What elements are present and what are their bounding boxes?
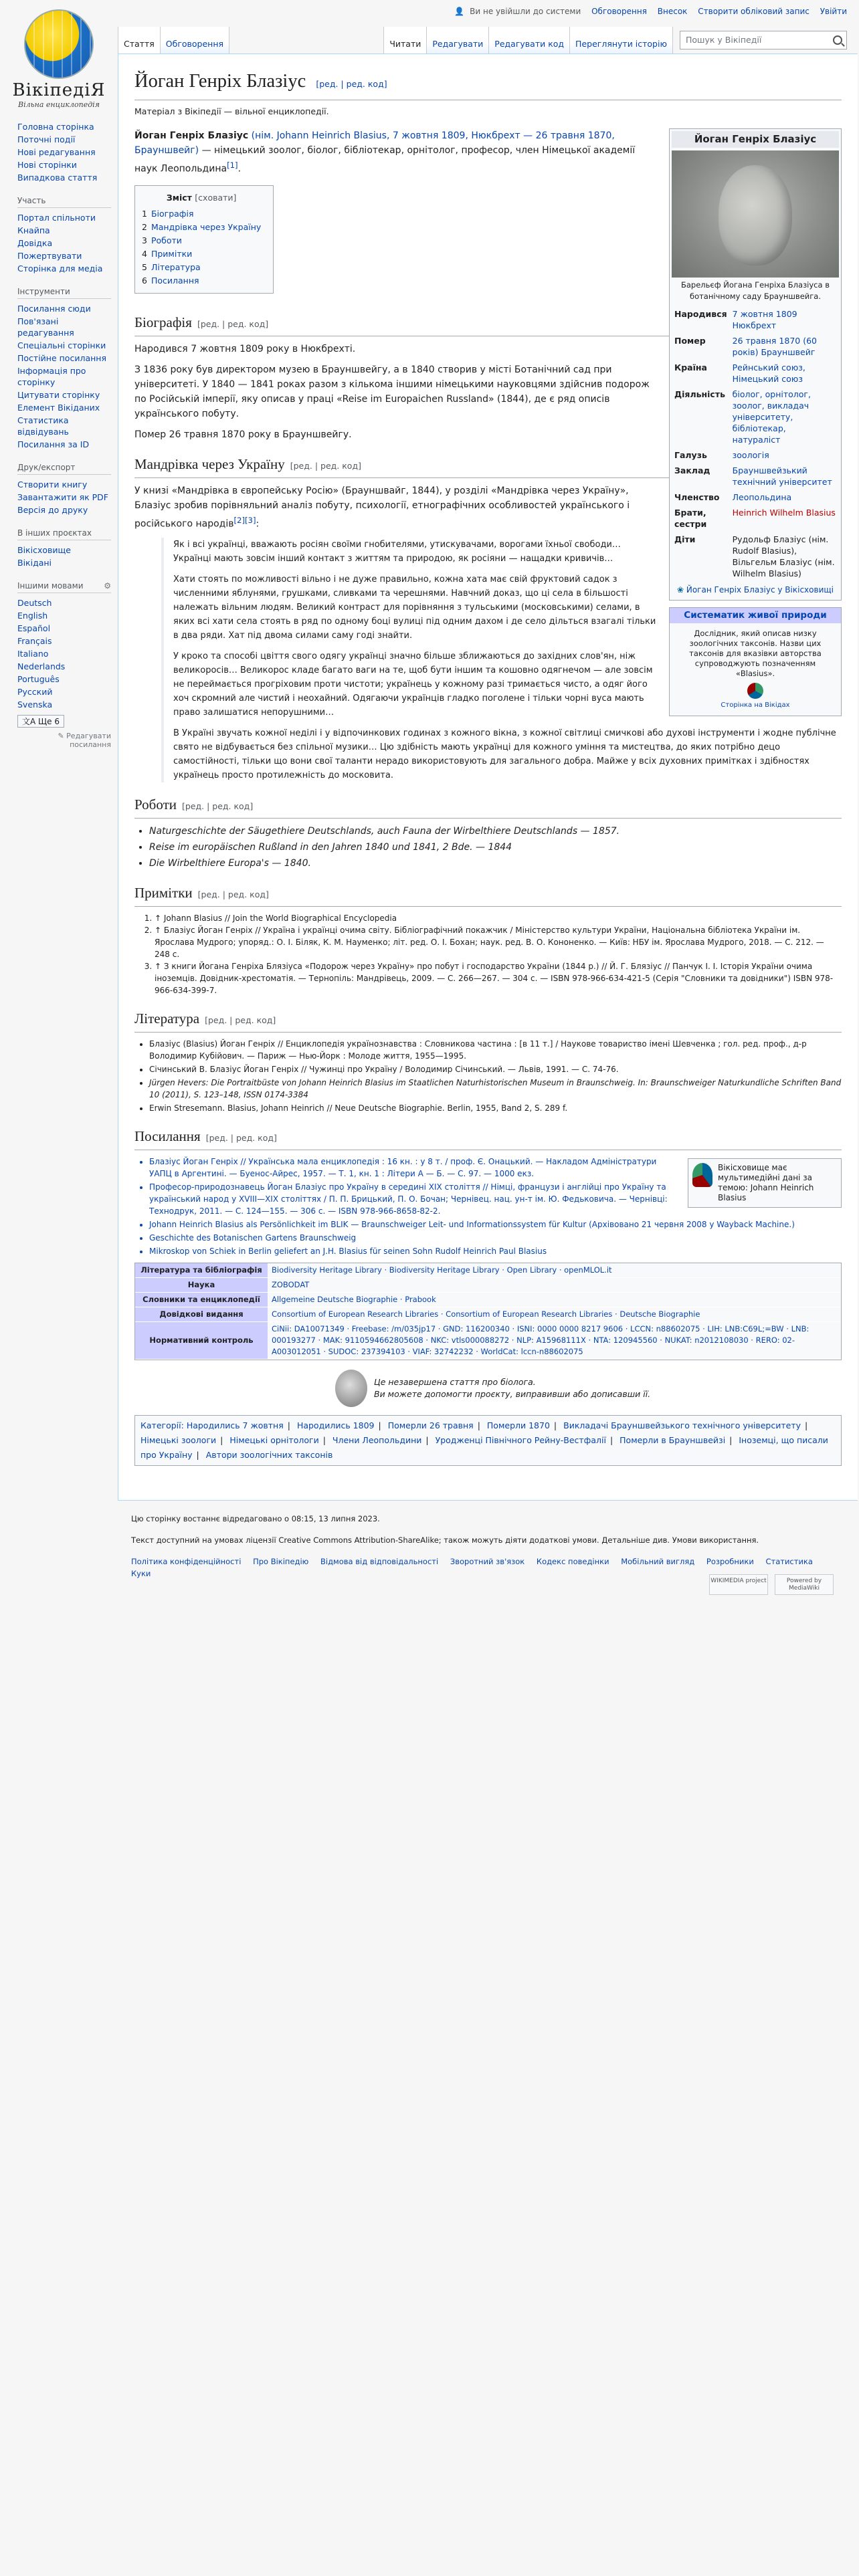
toc-item[interactable]: 6 Посилання bbox=[142, 275, 199, 286]
list-item: • Reise im europäischen Rußland in den Jahren 1840 und 1841, 2 Bde. — 1844 bbox=[149, 840, 842, 855]
sidebar-item-wikidata-project[interactable]: Вікідані bbox=[17, 558, 52, 568]
sidebar-item-pageviews[interactable]: Статистика відвідувань bbox=[17, 415, 69, 437]
bio-paragraph-1: Народився 7 жовтня 1809 року в Нюкбрехті. bbox=[134, 343, 356, 354]
authority-control bbox=[134, 1263, 842, 1360]
commons-box-text: Вікісховище має мультимедійні дані за темою: Johann Heinrich Blasius bbox=[718, 1163, 814, 1203]
external-link[interactable]: • Блазіус Йоган Генріх // Українська мала енциклопедія : 16 кн. : у 8 т. / проф. Є. Онацький. — Накладом Адміністратури УАПЦ в Аргентині. — Буенос-Айрес, 1957. — Т. 1, кн. 1 : Літери А — Б. — С. 97. — 1000 екз. bbox=[149, 1156, 842, 1180]
main-content bbox=[118, 53, 858, 1501]
authority-value[interactable]: Allgemeine Deutsche Biographie · Prabook bbox=[268, 1293, 841, 1307]
infobox-key: Країна bbox=[674, 362, 707, 372]
lead-native-name[interactable]: (нім. Johann Heinrich Blasius, 7 жовтня 1809, Нюкбрехт — 26 травня 1870, Брауншвейг) bbox=[134, 130, 615, 156]
footer-badges bbox=[709, 1574, 834, 1595]
sidebar-heading-participation: Участь bbox=[17, 196, 111, 208]
translate-icon: 文A bbox=[22, 717, 36, 726]
more-languages-label: Ще 6 bbox=[38, 717, 60, 726]
sidebar-item-printable[interactable]: Версія до друку bbox=[17, 505, 88, 515]
reference-item: 2. ↑ Блазіус Йоган Генріх // Україна і українці очима світу. Бібліографічний покажчик / Міністерство культури України, Національна бібліотека України ім. Ярослава Мудрого; упоряд.: О. І. Біляк, К. М. Науменко; літ. ред. О. І. Бохан; наук. ред. В. О. Кононенко. — Київ: НБУ ім. Ярослава Мудрого, 2018. — С. 212. — 248 с. bbox=[155, 924, 842, 960]
wikidata-page-link[interactable]: Сторінка на Вікідах bbox=[721, 702, 790, 709]
toc-item[interactable]: 1 Біографія bbox=[142, 208, 194, 219]
list-item: • Jürgen Hevers: Die Portraitbüste von Johann Heinrich Blasius im Staatlichen Naturhistorischen Museum in Braunschweig. In: Braunschweiger Naturkundliche Schriften Band 10 (2011), S. 123–148, ISSN 0174-3384 bbox=[149, 1077, 842, 1101]
sidebar-projects bbox=[17, 528, 111, 569]
bas-relief-portrait bbox=[719, 165, 792, 265]
reference-item: 1. ↑ Johann Blasius // Join the World Biographical Encyclopedia bbox=[155, 912, 842, 924]
footer-link[interactable]: Статистика bbox=[765, 1557, 813, 1566]
languages-heading-text: Іншими мовами bbox=[17, 581, 84, 591]
external-link[interactable]: • Geschichte des Botanischen Gartens Braunschweig bbox=[149, 1232, 842, 1244]
toc-item[interactable]: 2 Мандрівка через Україну bbox=[142, 221, 262, 232]
taxonomist-box-text: Дослідник, який описав низку зоологічних таксонів. Назви цих таксонів для вказівки авторства супроводжують позначенням «Blasius». bbox=[689, 629, 822, 678]
section-edit-link[interactable]: [ред. | ред. код] bbox=[290, 460, 361, 471]
commons-box[interactable] bbox=[688, 1158, 842, 1208]
bio-paragraph-2: З 1836 року був директором музею в Брауншвейгу, а в 1840 створив у місті Ботанічний сад при університеті. У 1840 — 1841 роках разом з кількома іншими німецькими науковцями здійснив подорож по Російській імперії, яку описав у праці «Reise im Europaichen Russland» (1844), де є ряд описів українського побуту. bbox=[134, 364, 650, 419]
view-tabs bbox=[383, 27, 847, 53]
logo-wordmark: ВікіпедіЯ bbox=[12, 80, 106, 100]
infobox-value[interactable]: Брауншвейзький технічний університет bbox=[732, 465, 832, 487]
infobox-key: Галузь bbox=[674, 450, 707, 460]
sidebar-item-permalink[interactable]: Постійне посилання bbox=[17, 353, 106, 363]
category-link[interactable]: Члени Леопольдини bbox=[332, 1435, 422, 1446]
bio-paragraph-3: Помер 26 травня 1870 року в Брауншвейгу. bbox=[134, 429, 352, 440]
external-link[interactable]: • Mikroskop von Schiek in Berlin geliefert an J.H. Blasius für seinen Sohn Rudolf Heinrich Paul Blasius bbox=[149, 1245, 842, 1257]
infobox-value[interactable]: 26 травня 1870 (60 років) Брауншвейг bbox=[732, 336, 817, 357]
sidebar-languages bbox=[17, 581, 111, 749]
section-edit-link[interactable]: [ред. | ред. код] bbox=[181, 801, 254, 812]
list-item: • Блазіус (Blasius) Йоган Генріх // Енциклопедія українознавства : Словникова частина : [в 11 т.] / Наукове товариство імені Шевченка ; гол. ред. проф., д-р Володимир Кубійович. — Париж — Нью-Йорк : Молоде життя, 1955—1995. bbox=[149, 1038, 842, 1062]
category-link[interactable]: Автори зоологічних таксонів bbox=[205, 1450, 333, 1461]
footer-link[interactable]: Зворотний зв'язок bbox=[450, 1557, 525, 1566]
quote-paragraph: У кроко та способі цвіття свого одягу українці значно більше зближаються до західних слов'ян, ніж великоросів… Великорос кладе багато ваги на те, щоб бути іншим та кошовно одягнечом — але зовсім не переймається прогріховим проти чистоти; українець у кожному разі тримається чисто, а одяг його хоч скромний але чистий і неохайний. Одягаючи українців гладко поголене і тільки чорні вуса мають право залишатися непорушними… bbox=[173, 651, 653, 718]
toc-item-label: Література bbox=[151, 261, 201, 272]
category-link[interactable]: Німецькі зоологи bbox=[140, 1435, 217, 1446]
create-account-link[interactable]: Створити обліковий запис bbox=[698, 7, 809, 16]
category-link[interactable]: Померли 26 травня bbox=[387, 1420, 474, 1431]
mediawiki-badge[interactable]: Powered by MediaWiki bbox=[775, 1574, 834, 1595]
sidebar-item-related-changes[interactable]: Пов'язані редагування bbox=[17, 316, 74, 338]
sidebar-item-download-pdf[interactable]: Завантажити як PDF bbox=[17, 492, 108, 502]
infobox-key: Діти bbox=[674, 534, 696, 544]
infobox-table bbox=[672, 306, 839, 581]
lead-description: — німецький зоолог, біолог, бібліотекар, орнітолог, професор, член Німецької академії наук Леопольдина bbox=[134, 145, 636, 175]
sidebar-print bbox=[17, 463, 111, 516]
lead-name: Йоган Генріх Блазіус bbox=[134, 130, 249, 141]
edit-links-label: Редагувати посилання bbox=[66, 732, 111, 749]
site-logo[interactable] bbox=[0, 0, 118, 107]
page-footer bbox=[118, 1513, 847, 1592]
lang-item[interactable]: Español bbox=[17, 623, 51, 633]
lang-item[interactable]: Svenska bbox=[17, 700, 53, 710]
footer-link[interactable]: Політика конфіденційності bbox=[131, 1557, 242, 1566]
footer-link[interactable]: Мобільний вигляд bbox=[621, 1557, 695, 1566]
heading-text: Посилання bbox=[134, 1128, 201, 1145]
sidebar-heading-languages bbox=[17, 581, 111, 593]
sidebar-tools bbox=[17, 287, 111, 451]
infobox bbox=[669, 128, 842, 601]
works-list bbox=[134, 824, 842, 871]
lang-item[interactable]: Italiano bbox=[17, 649, 49, 659]
footer-link[interactable]: Кодекс поведінки bbox=[536, 1557, 609, 1566]
infobox-title: Йоган Генріх Блазіус bbox=[672, 131, 839, 148]
category-link[interactable]: Народились 1809 bbox=[296, 1420, 375, 1431]
category-link[interactable]: Померли 1870 bbox=[486, 1420, 550, 1431]
taxonomist-box bbox=[669, 607, 842, 716]
stub-biologist-icon bbox=[335, 1370, 367, 1407]
lang-item[interactable]: English bbox=[17, 611, 48, 621]
literature-list bbox=[134, 1038, 842, 1114]
footer-link[interactable]: Розробники bbox=[706, 1557, 754, 1566]
section-heading-literature bbox=[134, 1008, 842, 1033]
site-subtitle: Матеріал з Вікіпедії — вільної енциклопедії. bbox=[134, 106, 329, 116]
toc-item[interactable]: 3 Роботи bbox=[142, 235, 182, 245]
authority-value[interactable]: ZOBODAT bbox=[268, 1278, 841, 1292]
sidebar-item-recent-changes[interactable]: Нові редагування bbox=[17, 147, 96, 157]
sidebar-item-create-book[interactable]: Створити книгу bbox=[17, 479, 88, 490]
authority-header: Література та бібліографія bbox=[135, 1263, 268, 1277]
sidebar-item-cite[interactable]: Цитувати сторінку bbox=[17, 390, 100, 400]
login-link[interactable]: Увійти bbox=[820, 7, 847, 16]
sidebar-heading-tools: Інструменти bbox=[17, 287, 111, 299]
section-heading-notes bbox=[134, 883, 842, 907]
sidebar-item-pub[interactable]: Кнайпа bbox=[17, 225, 50, 235]
sidebar-item-main-page[interactable]: Головна сторінка bbox=[17, 122, 94, 132]
authority-value[interactable]: CiNii: DA10071349 · Freebase: /m/035jp17 · GND: 116200340 · ISNI: 0000 0000 8217 9606 · LCCN: n88602075 · LIH: LNB:C69L;=BW · LNB: 000193277 · MAK: 9110594662805608 · NKC: vtls000088272 · NLP: A15968111X · NTA: 120945560 · NUKAT: n2012108030 · RERO: 02-A003012051 · SUDOC: 237394103 · VIAF: 32742232 · WorldCat: lccn-n88602075 bbox=[268, 1322, 841, 1359]
infobox-image[interactable] bbox=[672, 150, 839, 278]
infobox-key: Діяльність bbox=[674, 389, 725, 399]
category-link[interactable]: Уродженці Північного Рейну-Вестфалії bbox=[435, 1435, 606, 1446]
infobox-value[interactable]: Heinrich Wilhelm Blasius bbox=[732, 508, 836, 518]
references-list bbox=[134, 912, 842, 996]
namespace-tabs bbox=[118, 27, 229, 53]
authority-header: Словники та енциклопедії bbox=[135, 1293, 268, 1307]
tab-edit-source[interactable]: Редагувати код bbox=[488, 27, 569, 53]
sidebar-item-commons[interactable]: Вікісховище bbox=[17, 545, 71, 555]
infobox-key: Заклад bbox=[674, 465, 710, 475]
list-item: • Erwin Stresemann. Blasius, Johann Heinrich // Neue Deutsche Biographie. Berlin, 1955, Band 2, S. 289 f. bbox=[149, 1102, 842, 1114]
toc-title bbox=[142, 191, 261, 205]
title-edit-link[interactable]: [ред. | ред. код] bbox=[316, 79, 387, 89]
sidebar-item-new-pages[interactable]: Нові сторінки bbox=[17, 160, 77, 170]
category-link[interactable]: Німецькі орнітологи bbox=[229, 1435, 319, 1446]
toc-item-label: Мандрівка через Україну bbox=[151, 221, 262, 232]
tab-edit[interactable]: Редагувати bbox=[426, 27, 488, 53]
heading-text: Література bbox=[134, 1010, 200, 1027]
quote-paragraph: В Україні звучать кожної неділі і у відпочинкових годинах з кожного вікна, з кожної світлиці смичкові або духові інструменти і жодне публічне свято не відбувається без спільної музики… Цю здібність мають українці для кожного уміння та мистецтва, до яких потрібно децо самостійності, тільки що вони свої таланти нерадо використовують для загального добра. Майже у всіх духовних примітках і здібностях українець просто протилежність до московита. bbox=[173, 728, 836, 781]
toc-item[interactable]: 5 Література bbox=[142, 261, 201, 272]
footer-link[interactable]: Куки bbox=[131, 1569, 151, 1578]
edit-links-link[interactable] bbox=[17, 732, 111, 749]
sidebar-heading-projects: В інших проєктах bbox=[17, 528, 111, 540]
page-title-text: Йоган Генріх Блазіус bbox=[134, 71, 306, 92]
page-title bbox=[134, 69, 842, 100]
list-item: • Die Wirbelthiere Europa's — 1840. bbox=[149, 856, 842, 871]
sidebar-item-media[interactable]: Сторінка для медіа bbox=[17, 263, 103, 274]
sidebar-navigation bbox=[17, 120, 111, 184]
category-link[interactable]: Народились 7 жовтня bbox=[186, 1420, 284, 1431]
toc-item-label: Біографія bbox=[151, 208, 194, 219]
authority-header: Наука bbox=[135, 1278, 268, 1292]
section-edit-link[interactable]: [ред. | ред. код] bbox=[197, 318, 269, 329]
heading-text: Примітки bbox=[134, 885, 193, 901]
authority-value[interactable]: Biodiversity Heritage Library · Biodiversity Heritage Library · Open Library · openMLOL.it bbox=[268, 1263, 841, 1277]
authority-header: Довідкові видання bbox=[135, 1307, 268, 1321]
authority-value[interactable]: Consortium of European Research Libraries · Consortium of European Research Libraries · Deutsche Biographie bbox=[268, 1307, 841, 1321]
sidebar-heading-print: Друк/експорт bbox=[17, 463, 111, 475]
wikispecies-icon bbox=[747, 683, 763, 699]
stub-line-1: Це незавершена стаття про біолога. bbox=[374, 1377, 536, 1388]
sidebar-item-random[interactable]: Випадкова стаття bbox=[17, 173, 98, 183]
infobox-value[interactable]: зоологія bbox=[732, 450, 769, 460]
talk-link[interactable]: Обговорення bbox=[591, 7, 647, 16]
not-logged-in-text: Ви не увійшли до системи bbox=[470, 7, 581, 16]
list-item: • Січинський В. Блазіус Йоган Генріх // Чужинці про Україну / Володимир Січинський. — Львів, 1991. — С. 74-76. bbox=[149, 1063, 842, 1075]
wikimedia-badge[interactable]: WIKIMEDIA project bbox=[709, 1574, 768, 1595]
contributions-link[interactable]: Внесок bbox=[657, 7, 688, 16]
stub-line-2: Ви можете допомогти проєкту, виправивши або дописавши її. bbox=[374, 1389, 651, 1400]
infobox-commons-text: Йоган Генріх Блазіус у Вікісховищі bbox=[686, 585, 834, 595]
sidebar-participation bbox=[17, 196, 111, 275]
toc-toggle[interactable]: [сховати] bbox=[195, 192, 237, 203]
categories-label[interactable]: Категорії: bbox=[140, 1420, 184, 1431]
sidebar-item-whatlinkshere[interactable]: Посилання сюди bbox=[17, 304, 91, 314]
section-edit-link[interactable]: [ред. | ред. код] bbox=[205, 1015, 276, 1026]
sidebar-item-bookref[interactable]: Посилання за ID bbox=[17, 439, 90, 449]
toc-item-label: Посилання bbox=[151, 275, 199, 286]
license-text: Текст доступний на умовах ліцензії Creative Commons Attribution-ShareAlike; також можуть діяти додаткові умови. Детальніше див. Умови використання. bbox=[131, 1535, 759, 1545]
infobox-key: Членство bbox=[674, 492, 720, 502]
travel-intro: У книзі «Мандрівка в європейську Росію» (Брауншвайг, 1844), у розділі «Мандрівка через Україну», Блазіус зробив порівняльний аналіз побуту, психології, етнографічних особливостей українського і російського народів[2][3]: bbox=[134, 485, 630, 530]
infobox-value[interactable]: 7 жовтня 1809 Нюкбрехт bbox=[732, 309, 797, 330]
personal-tools bbox=[446, 7, 847, 16]
sidebar-item-special-pages[interactable]: Спеціальні сторінки bbox=[17, 340, 106, 350]
toc-item-label: Примітки bbox=[151, 248, 193, 259]
logo-tagline: Вільна енциклопедія bbox=[18, 100, 100, 109]
infobox-commons-link[interactable] bbox=[672, 581, 839, 598]
heading-text: Біографія bbox=[134, 314, 192, 330]
section-heading-links bbox=[134, 1126, 842, 1150]
external-link[interactable]: • Професор-природознавець Йоган Блазіус про Україну в середині XIX століття // Німці, французи і англійці про Україну та український народ у XVIII—XIX століттях / П. П. Брицький, П. О. Бочан; Чернівец. нац. ун-т ім. Ю. Федьковича. — Чернівці: Технодрук, 2011. — С. 124—155. — 306 с. — ISBN 978-966-8658-82-2. bbox=[149, 1181, 842, 1217]
sidebar-item-community[interactable]: Портал спільноти bbox=[17, 213, 96, 223]
lang-item[interactable]: Deutsch bbox=[17, 598, 52, 608]
quote-paragraph: Як і всі українці, вважають росіян своїми гнобителями, утискувачами, ворогами їхньої свободи… Українці мають зовсім інший контакт з життям та природою, як росіяни — нащадки кривичів… bbox=[173, 540, 621, 564]
footer-link[interactable]: Про Вікіпедію bbox=[253, 1557, 309, 1566]
toc-title-text: Зміст bbox=[166, 192, 192, 203]
stub-notice bbox=[335, 1370, 842, 1407]
heading-text: Мандрівка через Україну bbox=[134, 455, 285, 472]
travel-intro-text: У книзі «Мандрівка в європейську Росію» (Брауншвайг, 1844), у розділі «Мандрівка через Україну», Блазіус зробив порівняльний аналіз побуту, психології, етнографічних особливостей українського і російського народів bbox=[134, 485, 630, 530]
search-icon[interactable] bbox=[833, 35, 842, 45]
category-links: Категорії: Народились 7 жовтня | Народились 1809 | Померли 26 травня | Померли 1870 | Викладачі Брауншвейзького технічного університету | Німецькі зоологи | Німецькі орнітологи | Члени Леопольдини | Уродженці Північного Рейну-Вестфалії | Померли в Брауншвейзі | Іноземці, що писали про Україну | Автори зоологічних таксонів bbox=[134, 1415, 842, 1466]
sidebar-item-donate[interactable]: Пожертвувати bbox=[17, 251, 82, 261]
gear-icon[interactable]: ⚙ bbox=[104, 581, 111, 591]
taxonomist-box-title[interactable]: Систематик живої природи bbox=[670, 608, 841, 623]
toc-item[interactable]: 4 Примітки bbox=[142, 248, 193, 259]
user-icon: 👤 bbox=[454, 7, 465, 16]
infobox-caption: Барельєф Йогана Генріха Блазіуса в ботанічному саду Брауншвейга. bbox=[680, 280, 830, 301]
ref-link[interactable]: [1] bbox=[227, 160, 238, 170]
tab-history[interactable]: Переглянути історію bbox=[569, 27, 673, 53]
section-edit-link[interactable]: [ред. | ред. код] bbox=[205, 1133, 277, 1144]
more-languages-button[interactable] bbox=[17, 715, 64, 728]
category-link[interactable]: Померли в Брауншвейзі bbox=[619, 1435, 726, 1446]
sidebar-item-page-info[interactable]: Інформація про сторінку bbox=[17, 366, 86, 387]
wikipedia-globe-icon bbox=[24, 9, 94, 79]
lead-paragraph: Йоган Генріх Блазіус (нім. Johann Heinrich Blasius, 7 жовтня 1809, Нюкбрехт — 26 травня 1870, Брауншвейг) — німецький зоолог, біолог, бібліотекар, орнітолог, професор, член Німецької академії наук Леопольдина[1]. bbox=[134, 130, 636, 175]
wikimedia-commons-icon bbox=[692, 1163, 712, 1187]
category-link[interactable]: Іноземці, що писали про Україну bbox=[140, 1435, 828, 1461]
infobox-value[interactable]: біолог, орнітолог, зоолог, викладач університету, бібліотекар, натураліст bbox=[732, 389, 811, 445]
section-edit-link[interactable]: [ред. | ред. код] bbox=[197, 889, 269, 900]
heading-text: Роботи bbox=[134, 796, 177, 813]
list-item: • Naturgeschichte der Säugethiere Deutschlands, auch Fauna der Wirbelthiere Deutschlands — 1857. bbox=[149, 824, 842, 839]
sidebar-item-help[interactable]: Довідка bbox=[17, 238, 53, 248]
infobox-value[interactable]: Рейнський союз, Німецький союз bbox=[732, 362, 805, 384]
quote-paragraph: Хати стоять по можливості вільно і не дуже правильно, кожна хата має свій фруктовий садок з численними яблунями, грушками, сливками та черешнями. Навчний доказ, що ці села в більшості належать вільним людям. Великий контраст для порівняння з тульськими (московськими) селами, в яких всі хати села стоять в ряд по одному боці вулиці під одним дахом і де село дільться взагалі тільки в два ряди. Хат під двома силами саму годі знайти. bbox=[173, 574, 656, 641]
toc-item-label: Роботи bbox=[151, 235, 182, 245]
section-heading-works bbox=[134, 794, 842, 819]
table-of-contents bbox=[134, 185, 274, 294]
search-input[interactable] bbox=[680, 31, 847, 49]
category-link[interactable]: Викладачі Брауншвейзького технічного університету bbox=[563, 1420, 801, 1431]
reference-item: 3. ↑ З книги Йогана Генріха Блязіуса «Подорож через Україну» про побут і господарство України (1844 р.) // Й. Г. Блязіус // Панчук І. І. Історія України очима іноземців. Довідник-хрестоматія. — Тернопіль: Мандрівець, 2009. — С. 266—267. — 304 с. — ISBN 978-966-634-421-5 (Серія "Словники та довідники") ISBN 978-966-634-399-7. bbox=[155, 960, 842, 996]
infobox-key: Помер bbox=[674, 336, 706, 346]
tab-read[interactable]: Читати bbox=[383, 27, 426, 53]
lang-item[interactable]: Français bbox=[17, 636, 52, 646]
ref-link[interactable]: [2][3] bbox=[233, 515, 256, 525]
last-edited-text: Цю сторінку востаннє відредаговано о 08:15, 13 липня 2023. bbox=[131, 1514, 380, 1523]
tab-talk[interactable]: Обговорення bbox=[160, 27, 229, 53]
authority-header: Нормативний контроль bbox=[135, 1322, 268, 1359]
search-placeholder: Пошук у Вікіпедії bbox=[686, 35, 762, 45]
infobox-value: Рудольф Блазіус (нім. Rudolf Blasius), Вільгельм Блазіус (нім. Wilhelm Blasius) bbox=[732, 534, 835, 578]
sidebar bbox=[0, 120, 118, 761]
commons-icon: ❀ bbox=[676, 585, 684, 595]
lang-item[interactable]: Русский bbox=[17, 687, 53, 697]
sidebar-item-wikidata[interactable]: Елемент Вікіданих bbox=[17, 403, 100, 413]
tab-article[interactable]: Стаття bbox=[118, 27, 160, 53]
external-link[interactable]: • Johann Heinrich Blasius als Persönlichkeit im BLIK — Braunschweiger Leit- und Informationssystem für Kultur (Архівовано 21 червня 2008 у Wayback Machine.) bbox=[149, 1218, 842, 1230]
footer-link[interactable]: Відмова від відповідальності bbox=[320, 1557, 439, 1566]
infobox-key: Народився bbox=[674, 309, 727, 319]
lang-item[interactable]: Português bbox=[17, 674, 60, 684]
lang-item[interactable]: Nederlands bbox=[17, 661, 66, 671]
sidebar-item-current-events[interactable]: Поточні події bbox=[17, 134, 76, 144]
pencil-icon: ✎ bbox=[58, 732, 64, 740]
infobox-value[interactable]: Леопольдина bbox=[732, 492, 792, 502]
infobox-key: Брати, сестри bbox=[674, 508, 707, 529]
